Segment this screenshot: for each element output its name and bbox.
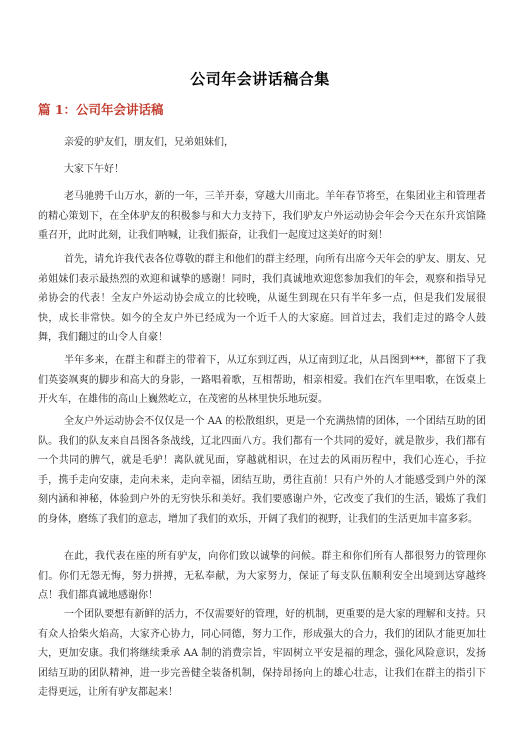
document-title: 公司年会讲话稿合集 — [190, 70, 330, 88]
paragraph-5: 在此，我代表在座的所有驴友，向你们致以诚挚的问候。群主和你们所有人都很努力的管理你们。你们无怨无悔，努力拼搏，无私奉献，为大家努力，保证了每支队伍顺利安全出境到达穿越终点！我们都真诚地感谢你！ — [38, 551, 486, 602]
paragraph-1: 老马驰骋千山万水，新的一年，三羊开泰，穿越大川南北。羊年春节将至，在集团业主和管理者的精心策划下，在全体驴友的积极参与和大力支持下，我们驴友户外运动协会年会今天在东升宾馆隆重召开，此时此刻，让我们呐喊，让我们振奋，让我们一起度过这美好的时刻！ — [38, 191, 486, 242]
paragraph-3: 半年多来，在群主和群主的带着下，从辽东到辽西，从辽南到辽北，从昌图到***，都留下了我们英姿飒爽的脚步和高大的身影，一路唱着歌，互相帮助，相亲相爱。我们在汽车里唱歌，在饭桌上开火车，在雄伟的高山上巍然屹立，在茂密的丛林里快乐地玩耍。 — [38, 355, 486, 406]
hello-line: 大家下午好！ — [64, 164, 124, 175]
greeting-line: 亲爱的驴友们，朋友们，兄弟姐妹们， — [64, 137, 234, 148]
paragraph-2: 首先，请允许我代表各位尊敬的群主和他们的群主经理，向所有出席今天年会的驴友、朋友、兄弟姐妹们表示最热烈的欢迎和诚挚的感谢！同时，我们真诚地欢迎您参加我们的年会，观察和指导兄弟协会的代表！全友户外运动协会成立的比较晚，从诞生到现在只有半年多一点，但是我们发展很快，成长非常快。如今的全友户外已经成为一个近千人的大家庭。回首过去，我们走过的路令人鼓舞，我们翻过的山令人自豪！ — [38, 254, 486, 344]
paragraph-4: 全友户外运动协会不仅仅是一个 AA 的松散组织，更是一个充满热情的团体，一个团结互助的团队。我们的队友来自昌图各条战线，辽北四面八方。我们都有一个共同的爱好，就是散步，我们都有一个共同的脾气，就是毛驴！离队就见面，穿越就相识，在过去的风雨历程中，我们心连心，手拉手，携手走向安康，走向未来，走向幸福，团结互助，勇往直前！只有户外的人才能感受到户外的深刻内涵和神秘，体验到户外的无穷快乐和美好。我们要感谢户外，它改变了我们的生活，锻炼了我们的身体，磨练了我们的意志，增加了我们的欢乐，开阔了我们的视野，让我们的生活更加丰富多彩。 — [38, 416, 486, 525]
section-heading: 篇 1：公司年会讲话稿 — [38, 102, 164, 117]
paragraph-6: 一个团队要想有新鲜的活力，不仅需要好的管理，好的机制，更重要的是大家的理解和支持。只有众人拾柴火焰高，大家齐心协力，同心同德，努力工作，形成强大的合力，我们的团队才能更加壮大，更加安康。我们将继续秉承 AA 制的消费宗旨，牢固树立平安是福的理念，强化风险意识，发扬团结互助的团队精神，进一步完善健全装备机制，保持昂扬向上的雄心壮志，让我们在群主的指引下走得更远，让所有驴友都起来！ — [38, 609, 486, 699]
